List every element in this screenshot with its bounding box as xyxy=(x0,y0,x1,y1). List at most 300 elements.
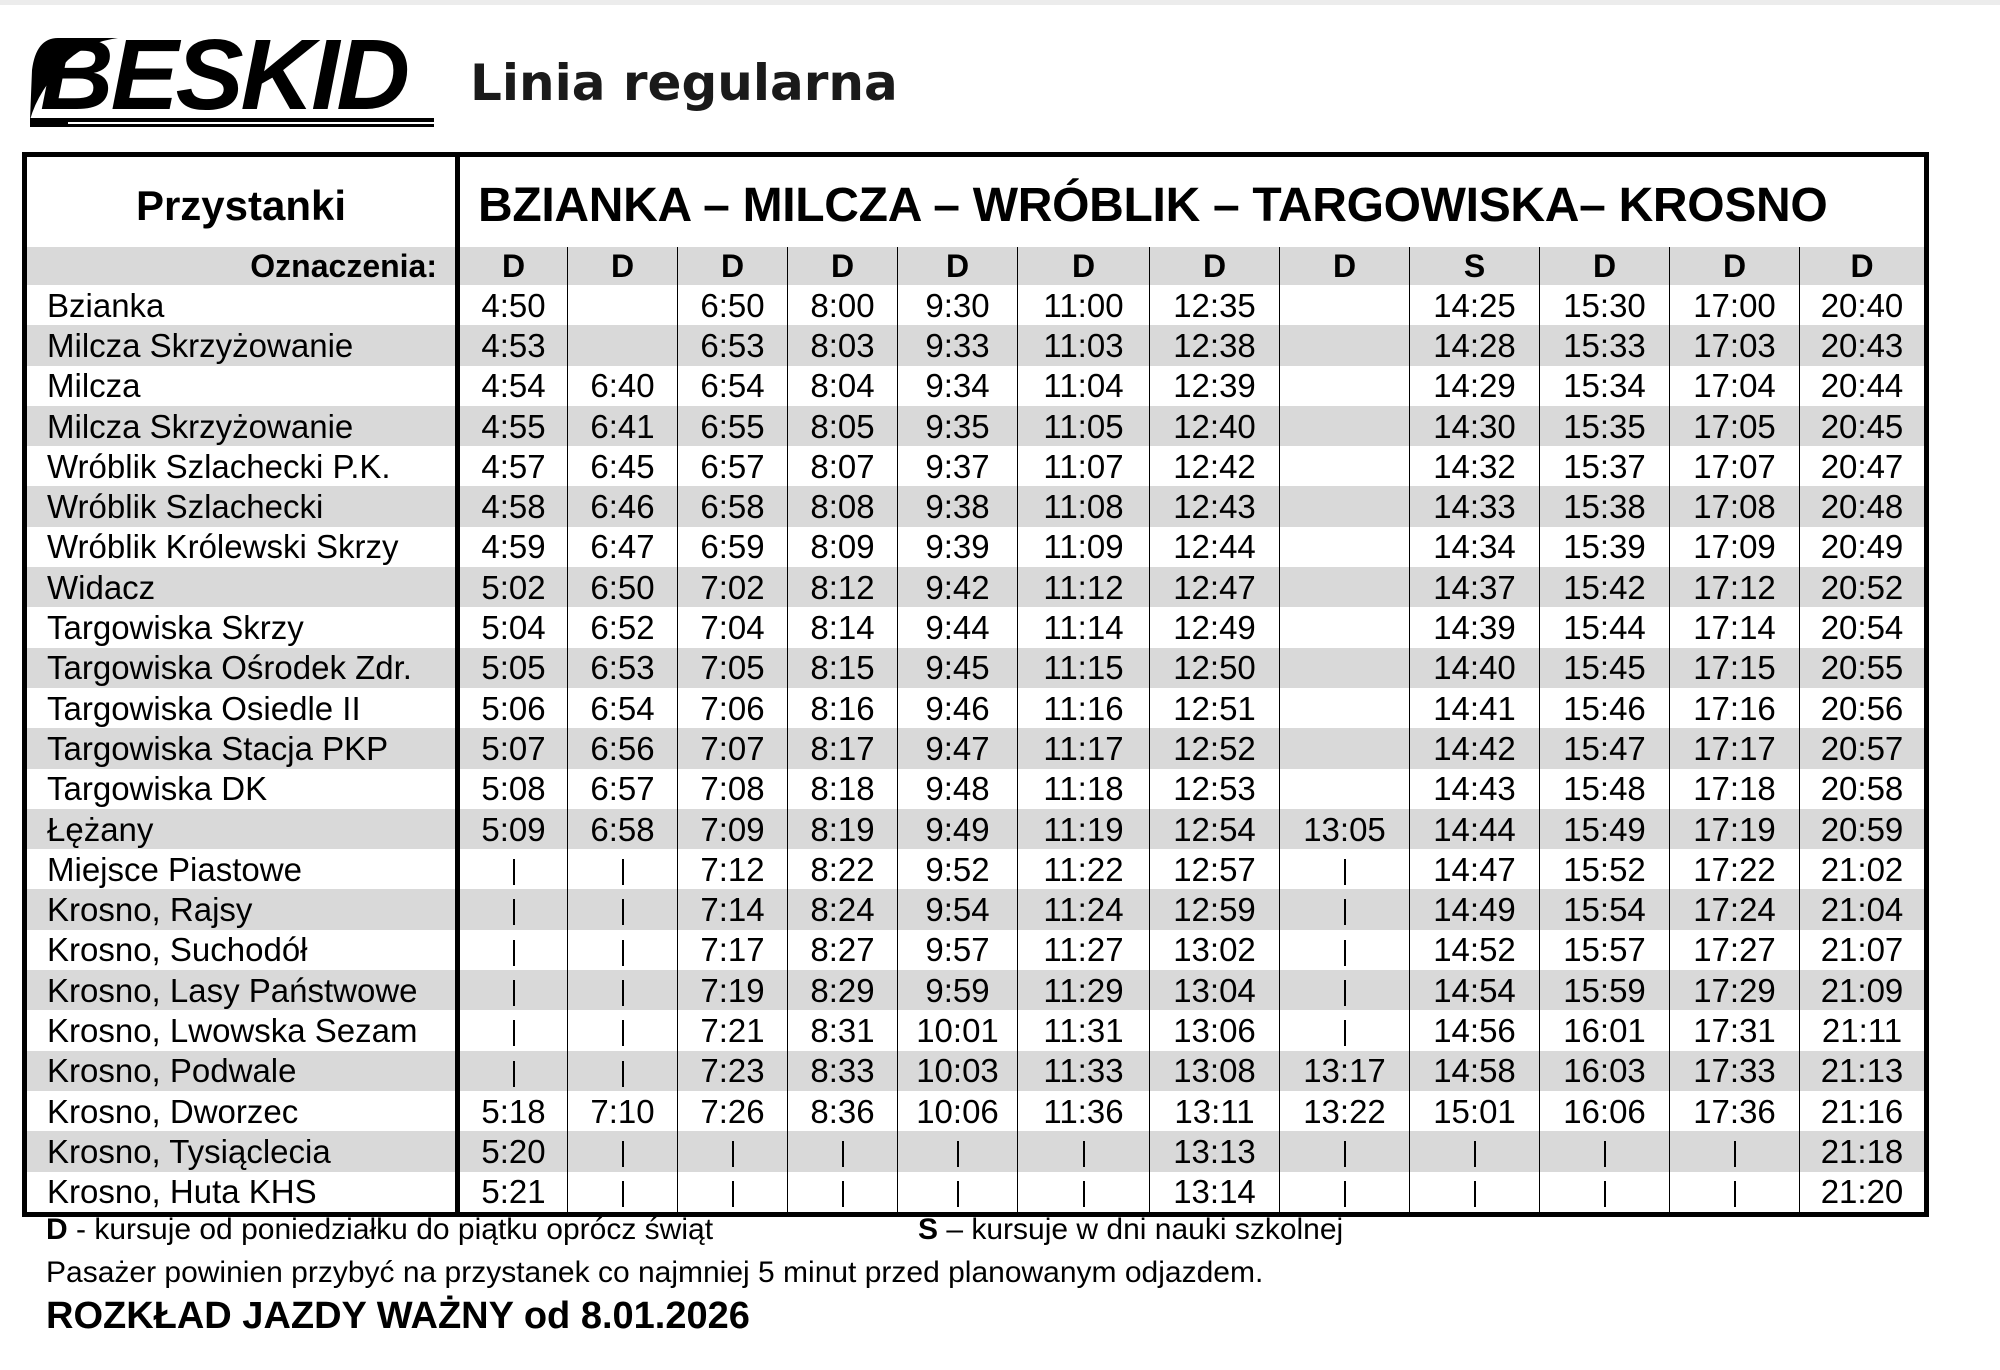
departure-time: 11:17 xyxy=(1018,728,1150,768)
stop-name: Łężany xyxy=(25,809,458,849)
departure-time: 8:36 xyxy=(788,1091,898,1131)
table-row xyxy=(25,446,1927,486)
departure-time: 17:14 xyxy=(1670,607,1800,647)
pass-through-mark xyxy=(1670,1172,1800,1215)
departure-time: 6:53 xyxy=(678,325,788,365)
stop-name: Miejsce Piastowe xyxy=(25,849,458,889)
departure-time: 11:03 xyxy=(1018,325,1150,365)
departure-time: 9:49 xyxy=(898,809,1018,849)
departure-time: 13:06 xyxy=(1150,1010,1280,1050)
pass-through-mark xyxy=(458,849,568,889)
departure-time xyxy=(568,285,678,325)
departure-time: 13:11 xyxy=(1150,1091,1280,1131)
stop-name: Wróblik Królewski Skrzy xyxy=(25,527,458,567)
departure-time: 9:59 xyxy=(898,970,1018,1010)
departure-time: 21:20 xyxy=(1800,1172,1927,1215)
departure-time: 6:54 xyxy=(678,366,788,406)
departure-time: 4:57 xyxy=(481,447,546,485)
departure-time: 13:05 xyxy=(1280,809,1410,849)
pass-through-line xyxy=(513,859,515,885)
departure-time: 11:07 xyxy=(1018,446,1150,486)
pass-through-line xyxy=(1083,1141,1085,1167)
departure-time: 12:44 xyxy=(1150,527,1280,567)
departure-time: 8:22 xyxy=(788,849,898,889)
pass-through-mark xyxy=(458,1051,568,1091)
departure-time: 20:57 xyxy=(1800,728,1927,768)
departure-time: 9:46 xyxy=(898,688,1018,728)
departure-time: 5:02 xyxy=(458,567,568,607)
departure-time: 6:47 xyxy=(568,527,678,567)
departure-time: 8:17 xyxy=(788,728,898,768)
legend-note: Pasażer powinien przybyć na przystanek co najmniej 5 minut przed planowanym odjazdem. xyxy=(46,1256,1264,1289)
pass-through-line xyxy=(1344,859,1346,885)
departure-time: 7:12 xyxy=(678,849,788,889)
validity-date: ROZKŁAD JAZDY WAŻNY od 8.01.2026 xyxy=(46,1295,750,1337)
departure-time: 12:35 xyxy=(1150,285,1280,325)
departure-time: 20:44 xyxy=(1800,366,1927,406)
departure-time: 12:51 xyxy=(1150,688,1280,728)
departure-time: 14:40 xyxy=(1410,648,1540,688)
departure-time: 7:14 xyxy=(678,889,788,929)
departure-time: 5:18 xyxy=(481,1092,546,1130)
pass-through-mark xyxy=(678,1131,788,1171)
departure-time: 14:30 xyxy=(1410,406,1540,446)
pass-through-line xyxy=(1734,1141,1736,1167)
departure-time: 10:01 xyxy=(898,1010,1018,1050)
departure-time: 7:04 xyxy=(678,607,788,647)
departure-time xyxy=(1280,406,1410,446)
departure-time: 14:32 xyxy=(1410,446,1540,486)
pass-through-line xyxy=(1474,1181,1476,1207)
table-row xyxy=(25,648,1927,688)
pass-through-line xyxy=(513,940,515,966)
departure-time: 9:35 xyxy=(898,406,1018,446)
departure-time: 6:53 xyxy=(568,648,678,688)
pass-through-line xyxy=(622,980,624,1006)
departure-time: 15:57 xyxy=(1540,930,1670,970)
marks-row xyxy=(25,247,1927,285)
mark-cell: D xyxy=(1150,247,1280,285)
departure-time: 21:18 xyxy=(1800,1131,1927,1171)
stop-name: Wróblik Szlachecki xyxy=(25,486,458,526)
table-row xyxy=(25,406,1927,446)
mark-cell: D xyxy=(1018,247,1150,285)
departure-time: 15:49 xyxy=(1540,809,1670,849)
departure-time: 15:01 xyxy=(1410,1091,1540,1131)
departure-time: 6:57 xyxy=(678,446,788,486)
departure-time: 15:33 xyxy=(1540,325,1670,365)
mark-cell: D xyxy=(678,247,788,285)
departure-time: 10:03 xyxy=(898,1051,1018,1091)
departure-time: 8:14 xyxy=(788,607,898,647)
pass-through-mark xyxy=(788,1172,898,1215)
pass-through-line xyxy=(513,899,515,925)
departure-time: 6:50 xyxy=(568,567,678,607)
departure-time: 8:31 xyxy=(788,1010,898,1050)
departure-time: 11:22 xyxy=(1018,849,1150,889)
departure-time xyxy=(568,325,678,365)
pass-through-line xyxy=(1344,980,1346,1006)
departure-time: 9:54 xyxy=(898,889,1018,929)
departure-time: 7:08 xyxy=(678,769,788,809)
departure-time: 15:39 xyxy=(1540,527,1670,567)
departure-time: 4:55 xyxy=(458,406,568,446)
departure-time: 7:07 xyxy=(678,728,788,768)
departure-time: 12:40 xyxy=(1150,406,1280,446)
pass-through-mark xyxy=(568,1051,678,1091)
departure-time: 16:03 xyxy=(1540,1051,1670,1091)
departure-time: 8:24 xyxy=(788,889,898,929)
table-row xyxy=(25,970,1927,1010)
departure-time: 7:23 xyxy=(678,1051,788,1091)
pass-through-line xyxy=(1344,1141,1346,1167)
departure-time: 6:52 xyxy=(568,607,678,647)
beskid-logo xyxy=(28,19,440,131)
departure-time: 15:35 xyxy=(1540,406,1670,446)
departure-time: 16:06 xyxy=(1540,1091,1670,1131)
departure-time: 6:40 xyxy=(568,366,678,406)
departure-time: 11:19 xyxy=(1018,809,1150,849)
departure-time: 8:16 xyxy=(788,688,898,728)
departure-time: 12:50 xyxy=(1150,648,1280,688)
departure-time: 20:58 xyxy=(1800,769,1927,809)
departure-time: 6:46 xyxy=(568,486,678,526)
departure-time: 12:57 xyxy=(1150,849,1280,889)
pass-through-mark xyxy=(458,930,568,970)
pass-through-mark xyxy=(568,1131,678,1171)
departure-time xyxy=(1280,285,1410,325)
stop-name: Milcza xyxy=(25,366,458,406)
pass-through-line xyxy=(622,1020,624,1046)
departure-time: 15:54 xyxy=(1540,889,1670,929)
departure-time: 13:14 xyxy=(1150,1172,1280,1215)
departure-time xyxy=(1280,366,1410,406)
departure-time: 11:27 xyxy=(1018,930,1150,970)
departure-time: 11:15 xyxy=(1018,648,1150,688)
departure-time: 8:09 xyxy=(788,527,898,567)
pass-through-mark xyxy=(1280,930,1410,970)
departure-time: 4:54 xyxy=(481,367,546,405)
pass-through-line xyxy=(1604,1181,1606,1207)
departure-time: 11:14 xyxy=(1018,607,1150,647)
departure-time: 11:09 xyxy=(1018,527,1150,567)
page-subtitle: Linia regularna xyxy=(470,54,898,112)
departure-time: 17:03 xyxy=(1670,325,1800,365)
departure-time: 17:33 xyxy=(1670,1051,1800,1091)
pass-through-mark xyxy=(678,1172,788,1215)
departure-time: 14:47 xyxy=(1410,849,1540,889)
departure-time: 12:38 xyxy=(1150,325,1280,365)
departure-time: 15:59 xyxy=(1540,970,1670,1010)
stop-name: Krosno, Suchodół xyxy=(25,930,458,970)
stop-name: Milcza Skrzyżowanie xyxy=(25,325,458,365)
pass-through-line xyxy=(1344,940,1346,966)
pass-through-mark xyxy=(568,849,678,889)
legend-s xyxy=(918,1212,1343,1248)
departure-time: 6:55 xyxy=(678,406,788,446)
table-row xyxy=(25,688,1927,728)
table-row xyxy=(25,930,1927,970)
departure-time: 17:07 xyxy=(1670,446,1800,486)
departure-time: 17:19 xyxy=(1670,809,1800,849)
departure-time: 21:04 xyxy=(1800,889,1927,929)
departure-time: 17:08 xyxy=(1670,486,1800,526)
departure-time: 11:00 xyxy=(1018,285,1150,325)
departure-time: 5:06 xyxy=(481,689,546,727)
stop-name: Wróblik Szlachecki P.K. xyxy=(25,446,458,486)
departure-time: 8:15 xyxy=(788,648,898,688)
pass-through-line xyxy=(513,1020,515,1046)
mark-cell: D xyxy=(788,247,898,285)
stop-name: Krosno, Dworzec xyxy=(25,1091,458,1131)
departure-time: 13:13 xyxy=(1150,1131,1280,1171)
departure-time: 11:08 xyxy=(1018,486,1150,526)
departure-time: 17:22 xyxy=(1670,849,1800,889)
pass-through-line xyxy=(1734,1181,1736,1207)
departure-time: 11:04 xyxy=(1018,366,1150,406)
pass-through-line xyxy=(622,899,624,925)
departure-time: 11:29 xyxy=(1018,970,1150,1010)
departure-time: 9:33 xyxy=(898,325,1018,365)
departure-time: 9:38 xyxy=(898,486,1018,526)
table-row xyxy=(25,607,1927,647)
departure-time: 20:48 xyxy=(1800,486,1927,526)
route-title: BZIANKA – MILCZA – WRÓBLIK – TARGOWISKA– KROSNO xyxy=(458,155,1927,248)
departure-time: 15:34 xyxy=(1540,366,1670,406)
departure-time: 11:18 xyxy=(1018,769,1150,809)
pass-through-mark xyxy=(1670,1131,1800,1171)
pass-through-mark xyxy=(568,930,678,970)
departure-time: 14:41 xyxy=(1410,688,1540,728)
departure-time: 9:37 xyxy=(898,446,1018,486)
table-row xyxy=(25,285,1927,325)
stop-name: Krosno, Podwale xyxy=(25,1051,458,1091)
pass-through-line xyxy=(1344,1181,1346,1207)
departure-time: 5:08 xyxy=(481,770,546,808)
pass-through-mark xyxy=(1540,1172,1670,1215)
top-border xyxy=(0,0,2000,5)
departure-time: 17:16 xyxy=(1670,688,1800,728)
departure-time: 9:52 xyxy=(898,849,1018,889)
departure-time: 5:04 xyxy=(481,609,546,647)
pass-through-mark xyxy=(568,1172,678,1215)
departure-time: 20:49 xyxy=(1800,527,1927,567)
departure-time: 15:45 xyxy=(1540,648,1670,688)
pass-through-line xyxy=(957,1181,959,1207)
pass-through-mark xyxy=(458,970,568,1010)
timetable-header-row xyxy=(25,155,1927,248)
departure-time xyxy=(1280,567,1410,607)
departure-time xyxy=(1280,688,1410,728)
table-row xyxy=(25,809,1927,849)
table-row xyxy=(25,325,1927,365)
pass-through-line xyxy=(732,1181,734,1207)
pass-through-mark xyxy=(1280,1010,1410,1050)
departure-time: 9:42 xyxy=(898,567,1018,607)
pass-through-line xyxy=(1604,1141,1606,1167)
table-row xyxy=(25,1010,1927,1050)
departure-time: 14:37 xyxy=(1410,567,1540,607)
departure-time: 20:52 xyxy=(1800,567,1927,607)
departure-time: 7:17 xyxy=(678,930,788,970)
legend-s-key: S xyxy=(918,1213,939,1246)
departure-time xyxy=(1280,446,1410,486)
departure-time: 7:06 xyxy=(678,688,788,728)
departure-time: 17:18 xyxy=(1670,769,1800,809)
departure-time: 8:12 xyxy=(788,567,898,607)
table-row xyxy=(25,527,1927,567)
pass-through-line xyxy=(622,1061,624,1087)
departure-time: 15:44 xyxy=(1540,607,1670,647)
departure-time: 20:55 xyxy=(1800,648,1927,688)
stop-name: Targowiska Stacja PKP xyxy=(25,728,458,768)
pass-through-mark xyxy=(1280,1131,1410,1171)
stop-name: Bzianka xyxy=(25,285,458,325)
departure-time: 8:08 xyxy=(788,486,898,526)
departure-time: 15:52 xyxy=(1540,849,1670,889)
mark-cell: D xyxy=(1540,247,1670,285)
departure-time: 4:53 xyxy=(458,325,568,365)
departure-time: 11:12 xyxy=(1018,567,1150,607)
departure-time: 14:54 xyxy=(1410,970,1540,1010)
departure-time: 15:47 xyxy=(1540,728,1670,768)
departure-time: 17:36 xyxy=(1670,1091,1800,1131)
pass-through-line xyxy=(957,1141,959,1167)
departure-time: 11:31 xyxy=(1018,1010,1150,1050)
table-row xyxy=(25,849,1927,889)
departure-time: 15:37 xyxy=(1540,446,1670,486)
departure-time: 6:58 xyxy=(678,486,788,526)
table-row xyxy=(25,889,1927,929)
table-row xyxy=(25,769,1927,809)
stops-header: Przystanki xyxy=(25,155,458,248)
departure-time: 17:05 xyxy=(1670,406,1800,446)
pass-through-line xyxy=(1083,1181,1085,1207)
departure-time: 6:41 xyxy=(568,406,678,446)
departure-time: 7:21 xyxy=(678,1010,788,1050)
departure-time: 8:33 xyxy=(788,1051,898,1091)
departure-time: 10:06 xyxy=(898,1091,1018,1131)
pass-through-line xyxy=(513,980,515,1006)
departure-time: 7:05 xyxy=(678,648,788,688)
pass-through-mark xyxy=(1280,889,1410,929)
departure-time: 6:54 xyxy=(568,688,678,728)
pass-through-mark xyxy=(788,1131,898,1171)
departure-time: 9:30 xyxy=(898,285,1018,325)
departure-time: 15:42 xyxy=(1540,567,1670,607)
mark-cell: D xyxy=(568,247,678,285)
stop-name: Targowiska Osiedle II xyxy=(25,688,458,728)
departure-time: 6:58 xyxy=(568,809,678,849)
departure-time: 5:20 xyxy=(458,1131,568,1171)
marks-label: Oznaczenia: xyxy=(25,247,458,285)
departure-time: 14:43 xyxy=(1410,769,1540,809)
table-row xyxy=(25,1172,1927,1215)
departure-time: 14:33 xyxy=(1410,486,1540,526)
departure-time: 7:09 xyxy=(678,809,788,849)
departure-time: 4:59 xyxy=(481,528,546,566)
departure-time: 17:15 xyxy=(1670,648,1800,688)
departure-time: 21:13 xyxy=(1800,1051,1927,1091)
departure-time: 4:50 xyxy=(481,286,546,324)
departure-time: 13:22 xyxy=(1280,1091,1410,1131)
departure-time: 14:44 xyxy=(1410,809,1540,849)
departure-time: 5:09 xyxy=(458,809,568,849)
departure-time: 4:58 xyxy=(458,486,568,526)
pass-through-mark xyxy=(458,1010,568,1050)
departure-time: 7:10 xyxy=(568,1091,678,1131)
departure-time: 20:56 xyxy=(1800,688,1927,728)
mark-cell: D xyxy=(1280,247,1410,285)
departure-time xyxy=(1280,325,1410,365)
pass-through-mark xyxy=(1410,1131,1540,1171)
pass-through-mark xyxy=(1280,849,1410,889)
departure-time: 12:53 xyxy=(1150,769,1280,809)
departure-time: 16:01 xyxy=(1540,1010,1670,1050)
departure-time: 9:34 xyxy=(898,366,1018,406)
departure-time: 17:12 xyxy=(1670,567,1800,607)
pass-through-mark xyxy=(1540,1131,1670,1171)
departure-time: 9:48 xyxy=(898,769,1018,809)
pass-through-line xyxy=(732,1141,734,1167)
timetable xyxy=(22,152,1929,1217)
departure-time: 15:30 xyxy=(1540,285,1670,325)
departure-time: 12:43 xyxy=(1150,486,1280,526)
pass-through-mark xyxy=(1280,970,1410,1010)
departure-time: 5:05 xyxy=(458,648,568,688)
departure-time: 17:24 xyxy=(1670,889,1800,929)
legend-d-text: - kursuje od poniedziałku do piątku oprócz świąt xyxy=(67,1213,714,1246)
departure-time: 14:42 xyxy=(1410,728,1540,768)
pass-through-line xyxy=(622,940,624,966)
departure-time: 6:50 xyxy=(678,285,788,325)
departure-time: 8:05 xyxy=(788,406,898,446)
departure-time xyxy=(1280,728,1410,768)
departure-time: 21:02 xyxy=(1800,849,1927,889)
pass-through-mark xyxy=(568,889,678,929)
mark-cell: S xyxy=(1410,247,1540,285)
mark-cell: D xyxy=(1670,247,1800,285)
departure-time: 17:29 xyxy=(1670,970,1800,1010)
mark-cell: D xyxy=(458,247,568,285)
departure-time: 21:11 xyxy=(1800,1010,1927,1050)
departure-time: 11:24 xyxy=(1018,889,1150,929)
departure-time: 17:04 xyxy=(1670,366,1800,406)
departure-time: 8:04 xyxy=(788,366,898,406)
departure-time: 17:00 xyxy=(1670,285,1800,325)
departure-time: 11:05 xyxy=(1018,406,1150,446)
pass-through-line xyxy=(842,1181,844,1207)
departure-time: 14:29 xyxy=(1410,366,1540,406)
departure-time: 17:31 xyxy=(1670,1010,1800,1050)
departure-time: 8:03 xyxy=(788,325,898,365)
departure-time: 20:45 xyxy=(1800,406,1927,446)
table-row xyxy=(25,567,1927,607)
departure-time: 14:39 xyxy=(1410,607,1540,647)
pass-through-mark xyxy=(568,1010,678,1050)
departure-time: 20:47 xyxy=(1800,446,1927,486)
departure-time: 14:56 xyxy=(1410,1010,1540,1050)
table-row xyxy=(25,486,1927,526)
departure-time: 7:26 xyxy=(678,1091,788,1131)
departure-time: 20:54 xyxy=(1800,607,1927,647)
departure-time: 8:18 xyxy=(788,769,898,809)
departure-time: 14:25 xyxy=(1410,285,1540,325)
stop-name: Krosno, Rajsy xyxy=(25,889,458,929)
table-row xyxy=(25,728,1927,768)
departure-time: 12:39 xyxy=(1150,366,1280,406)
departure-time: 8:00 xyxy=(788,285,898,325)
